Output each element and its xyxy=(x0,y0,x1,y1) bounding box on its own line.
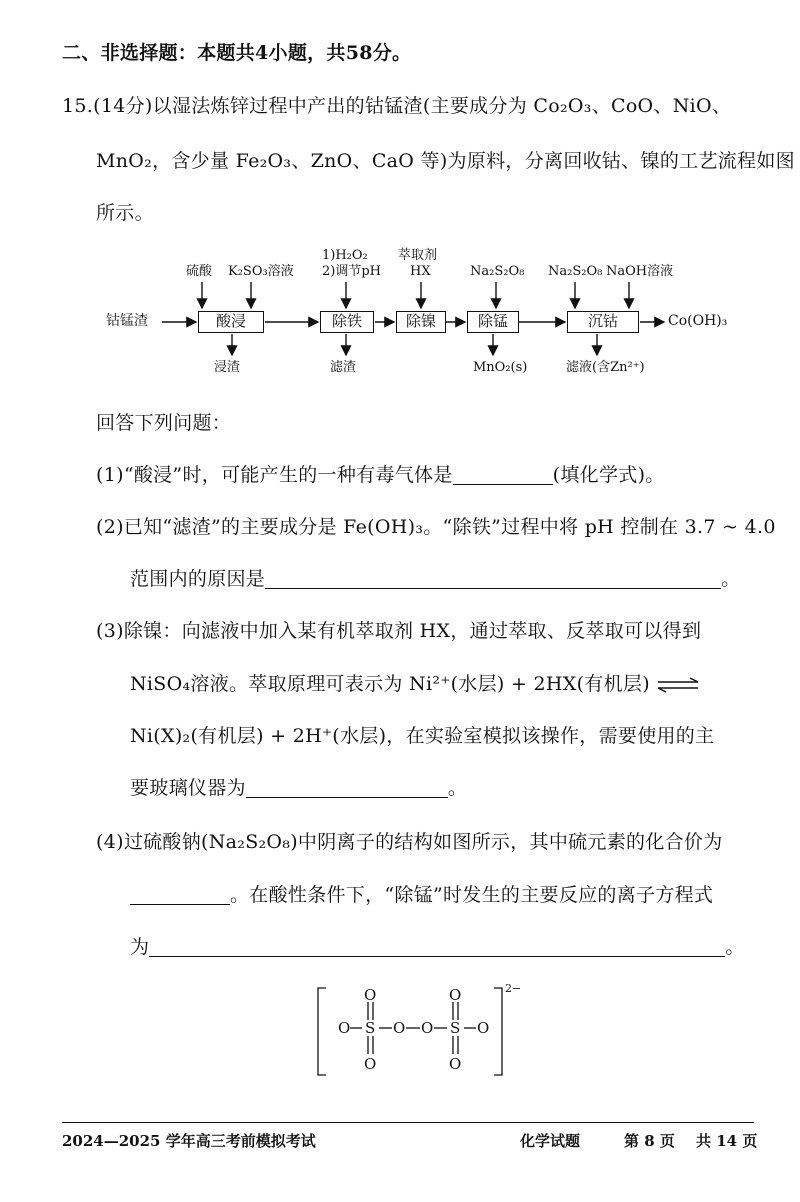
product-mno2: MnO₂(s) xyxy=(473,360,528,375)
reagent-naoh: NaOH溶液 xyxy=(606,264,674,279)
footer-rule xyxy=(62,1122,754,1123)
question-intro-text: 以湿法炼锌过程中产出的钴锰渣(主要成分为 Co₂O₃、CoO、NiO、 xyxy=(152,95,732,117)
atom-o-bottom-left: O xyxy=(364,1055,377,1073)
atom-o-far-right: O xyxy=(477,1019,490,1037)
section-heading: 二、非选择题：本题共4小题，共58分。 xyxy=(62,42,412,64)
sub-question-1-text: (1)“酸浸”时，可能产生的一种有毒气体是 xyxy=(96,464,453,486)
sub-question-2-line1: (2)已知“滤渣”的主要成分是 Fe(OH)₃。“除铁”过程中将 pH 控制在 3.7 ~ 4.0 xyxy=(96,516,776,538)
ion-charge: 2− xyxy=(505,982,522,995)
question-15-intro-line3: 所示。 xyxy=(96,202,154,224)
sub-question-1-tail: (填化学式)。 xyxy=(552,464,665,486)
reagent-na2s2o8-mn: Na₂S₂O₈ xyxy=(470,264,525,279)
atom-o-bottom-right: O xyxy=(449,1055,462,1073)
atom-o-top-left: O xyxy=(364,986,377,1004)
reagent-sulfuric-acid: 硫酸 xyxy=(186,264,213,279)
sub-question-4-line1: (4)过硫酸钠(Na₂S₂O₈)中阴离子的结构如图所示，其中硫元素的化合价为 xyxy=(96,831,723,853)
atom-s-right: S xyxy=(450,1019,461,1037)
flow-input: 钴锰渣 xyxy=(106,313,148,329)
step-acid-leach-box: 酸浸 xyxy=(198,311,264,333)
sub-question-4-prefix: 为 xyxy=(130,936,150,958)
product-filter-residue: 滤渣 xyxy=(330,360,357,375)
sub-question-2-text: 范围内的原因是 xyxy=(130,568,266,590)
footer-subject: 化学试题 xyxy=(520,1132,581,1150)
atom-o-far-left: O xyxy=(338,1019,351,1037)
reagent-adjust-ph: 2)调节pH xyxy=(322,264,382,279)
question-number: 15. xyxy=(62,95,94,117)
sub-question-3-line3: Ni(X)₂(有机层) + 2H⁺(水层)，在实验室模拟该操作，需要使用的主 xyxy=(130,725,715,747)
sub-question-3-equation-left: NiSO₄溶液。萃取原理可表示为 Ni²⁺(水层) + 2HX(有机层) xyxy=(130,673,650,695)
step-remove-iron-box: 除铁 xyxy=(320,311,374,333)
footer-exam-name: 2024—2025 学年高三考前模拟考试 xyxy=(62,1132,316,1150)
sub-question-3-tail: 。 xyxy=(447,777,468,799)
atom-o-bridge-2: O xyxy=(421,1019,434,1037)
reagent-k2so3: K₂SO₃溶液 xyxy=(228,264,294,279)
question-15-intro-line2: MnO₂，含少量 Fe₂O₃、ZnO、CaO 等)为原料，分离回收钴、镍的工艺流程如图 xyxy=(96,150,795,172)
flow-output: Co(OH)₃ xyxy=(668,313,728,329)
sub-question-4-tail: 。 xyxy=(725,936,745,958)
atom-s-left: S xyxy=(365,1019,376,1037)
atom-o-top-right: O xyxy=(449,986,462,1004)
footer-total-pages: 共 14 页 xyxy=(696,1132,758,1150)
step-precipitate-cobalt-box: 沉钴 xyxy=(567,311,639,333)
step-remove-manganese-box: 除锰 xyxy=(467,311,519,333)
reagent-h2o2: 1)H₂O₂ xyxy=(322,248,368,263)
product-leach-residue: 浸渣 xyxy=(214,360,241,375)
step-remove-nickel-box: 除镍 xyxy=(396,311,446,333)
question-points: (14分) xyxy=(93,95,153,117)
reagent-na2s2o8-co: Na₂S₂O₈ xyxy=(548,264,603,279)
answer-prompt: 回答下列问题： xyxy=(96,412,232,434)
reagent-hx: HX xyxy=(410,264,431,279)
footer-page-number: 第 8 页 xyxy=(624,1132,675,1150)
sub-question-4-text: 。在酸性条件下，“除锰”时发生的主要反应的离子方程式 xyxy=(230,884,714,906)
reagent-extractant: 萃取剂 xyxy=(398,248,438,263)
sub-question-3-text: 要玻璃仪器为 xyxy=(130,777,246,799)
product-filtrate-zn: 滤液(含Zn²⁺) xyxy=(566,360,645,375)
sub-question-3-line1: (3)除镍：向滤液中加入某有机萃取剂 HX，通过萃取、反萃取可以得到 xyxy=(96,620,702,642)
atom-o-bridge-1: O xyxy=(393,1019,406,1037)
sub-question-2-tail: 。 xyxy=(721,568,741,590)
